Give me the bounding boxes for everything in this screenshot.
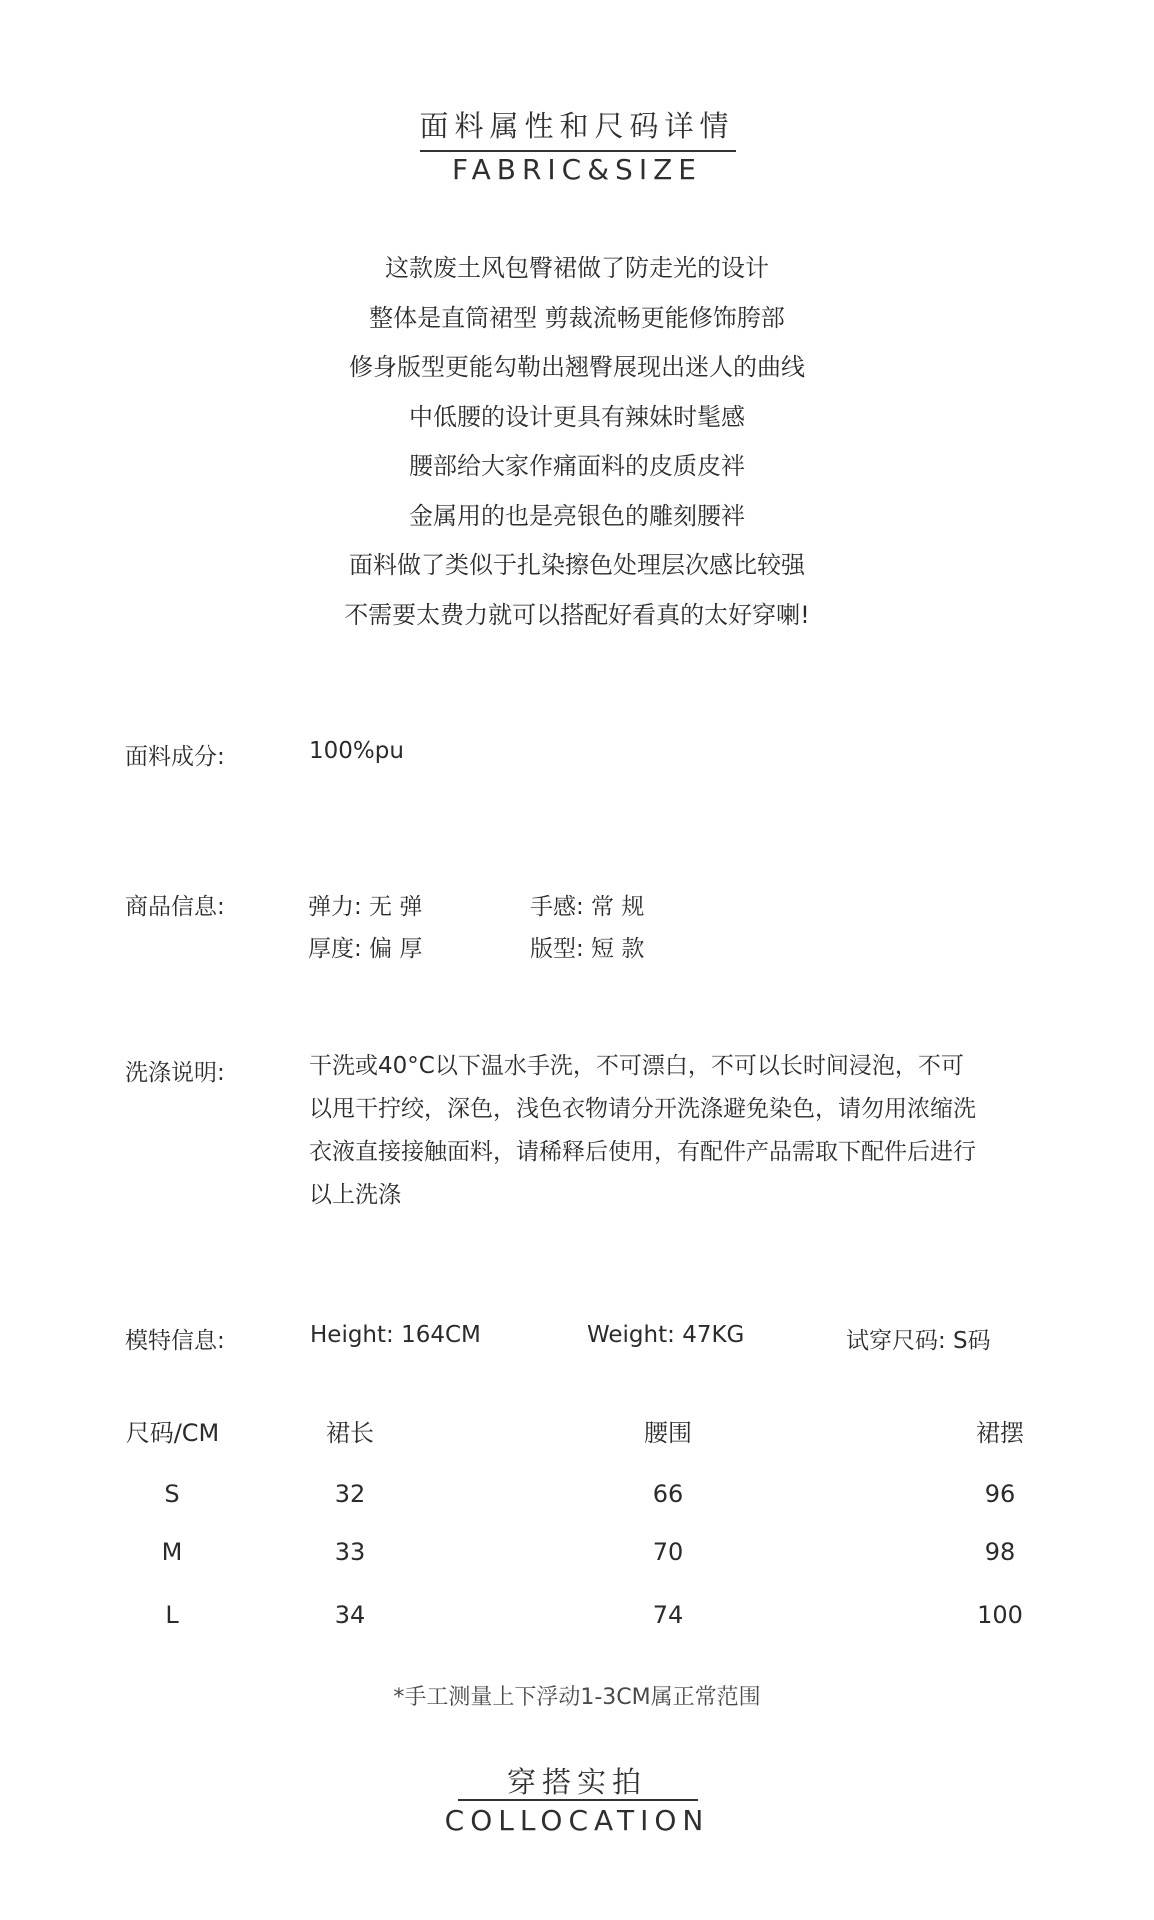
collocation-divider xyxy=(458,1799,698,1801)
size-header-length: 裙长 xyxy=(326,1419,374,1447)
hand-feel-value: 手感: 常 规 xyxy=(530,894,645,920)
collocation-title-en: COLLOCATION xyxy=(444,1804,710,1837)
description-line: 面料做了类似于扎染擦色处理层次感比较强 xyxy=(349,551,805,579)
table-cell: 34 xyxy=(334,1601,366,1629)
elasticity-value: 弹力: 无 弹 xyxy=(308,894,423,920)
description-line: 腰部给大家作痛面料的皮质皮袢 xyxy=(409,452,745,480)
size-header-size: 尺码/CM xyxy=(125,1419,220,1447)
table-cell: 66 xyxy=(652,1480,684,1508)
description-line: 金属用的也是亮银色的雕刻腰袢 xyxy=(409,501,745,530)
table-cell: L xyxy=(165,1601,179,1629)
description-line: 整体是直筒裙型 剪裁流畅更能修饰胯部 xyxy=(369,303,785,332)
wash-line: 以上洗涤 xyxy=(309,1182,401,1208)
table-cell: 98 xyxy=(984,1538,1016,1566)
thickness-value: 厚度: 偏 厚 xyxy=(308,936,423,962)
fabric-value: 100%pu xyxy=(309,738,404,764)
wash-label: 洗涤说明: xyxy=(125,1060,225,1086)
wash-line: 衣液直接接触面料，请稀释后使用，有配件产品需取下配件后进行 xyxy=(309,1139,976,1165)
table-cell: 32 xyxy=(334,1480,366,1508)
wash-line: 干洗或40°C以下温水手洗，不可漂白，不可以长时间浸泡，不可 xyxy=(309,1053,964,1079)
fabric-label: 面料成分: xyxy=(125,744,225,770)
table-cell: M xyxy=(161,1538,183,1566)
table-cell: 100 xyxy=(977,1601,1023,1629)
table-cell: 74 xyxy=(652,1601,684,1629)
table-cell: S xyxy=(164,1480,180,1508)
table-cell: 70 xyxy=(652,1538,684,1566)
model-label: 模特信息: xyxy=(125,1328,225,1354)
table-cell: 96 xyxy=(984,1480,1016,1508)
description-line: 中低腰的设计更具有辣妹时髦感 xyxy=(409,402,745,431)
section-title-en: FABRIC&SIZE xyxy=(452,153,702,186)
section-title-cn: 面料属性和尺码详情 xyxy=(419,109,735,143)
table-cell: 33 xyxy=(334,1538,366,1566)
size-header-hem: 裙摆 xyxy=(976,1419,1024,1447)
wash-instructions xyxy=(309,1045,1039,1217)
size-header-waist: 腰围 xyxy=(644,1419,692,1447)
collocation-title-cn: 穿搭实拍 xyxy=(506,1765,647,1799)
model-height: Height: 164CM xyxy=(310,1322,481,1348)
measurement-note: *手工测量上下浮动1-3CM属正常范围 xyxy=(393,1685,761,1710)
product-info-label: 商品信息: xyxy=(125,894,225,920)
description-block xyxy=(0,244,1154,640)
model-weight: Weight: 47KG xyxy=(587,1322,745,1348)
model-size: 试穿尺码: S码 xyxy=(846,1328,991,1354)
description-line: 这款废土风包臀裙做了防走光的设计 xyxy=(385,254,769,282)
wash-line: 以甩干拧绞，深色，浅色衣物请分开洗涤避免染色，请勿用浓缩洗 xyxy=(309,1096,976,1122)
description-line: 修身版型更能勾勒出翘臀展现出迷人的曲线 xyxy=(349,353,805,381)
fit-value: 版型: 短 款 xyxy=(530,936,645,962)
title-divider xyxy=(420,150,736,152)
description-line: 不需要太费力就可以搭配好看真的太好穿喇! xyxy=(344,600,810,629)
